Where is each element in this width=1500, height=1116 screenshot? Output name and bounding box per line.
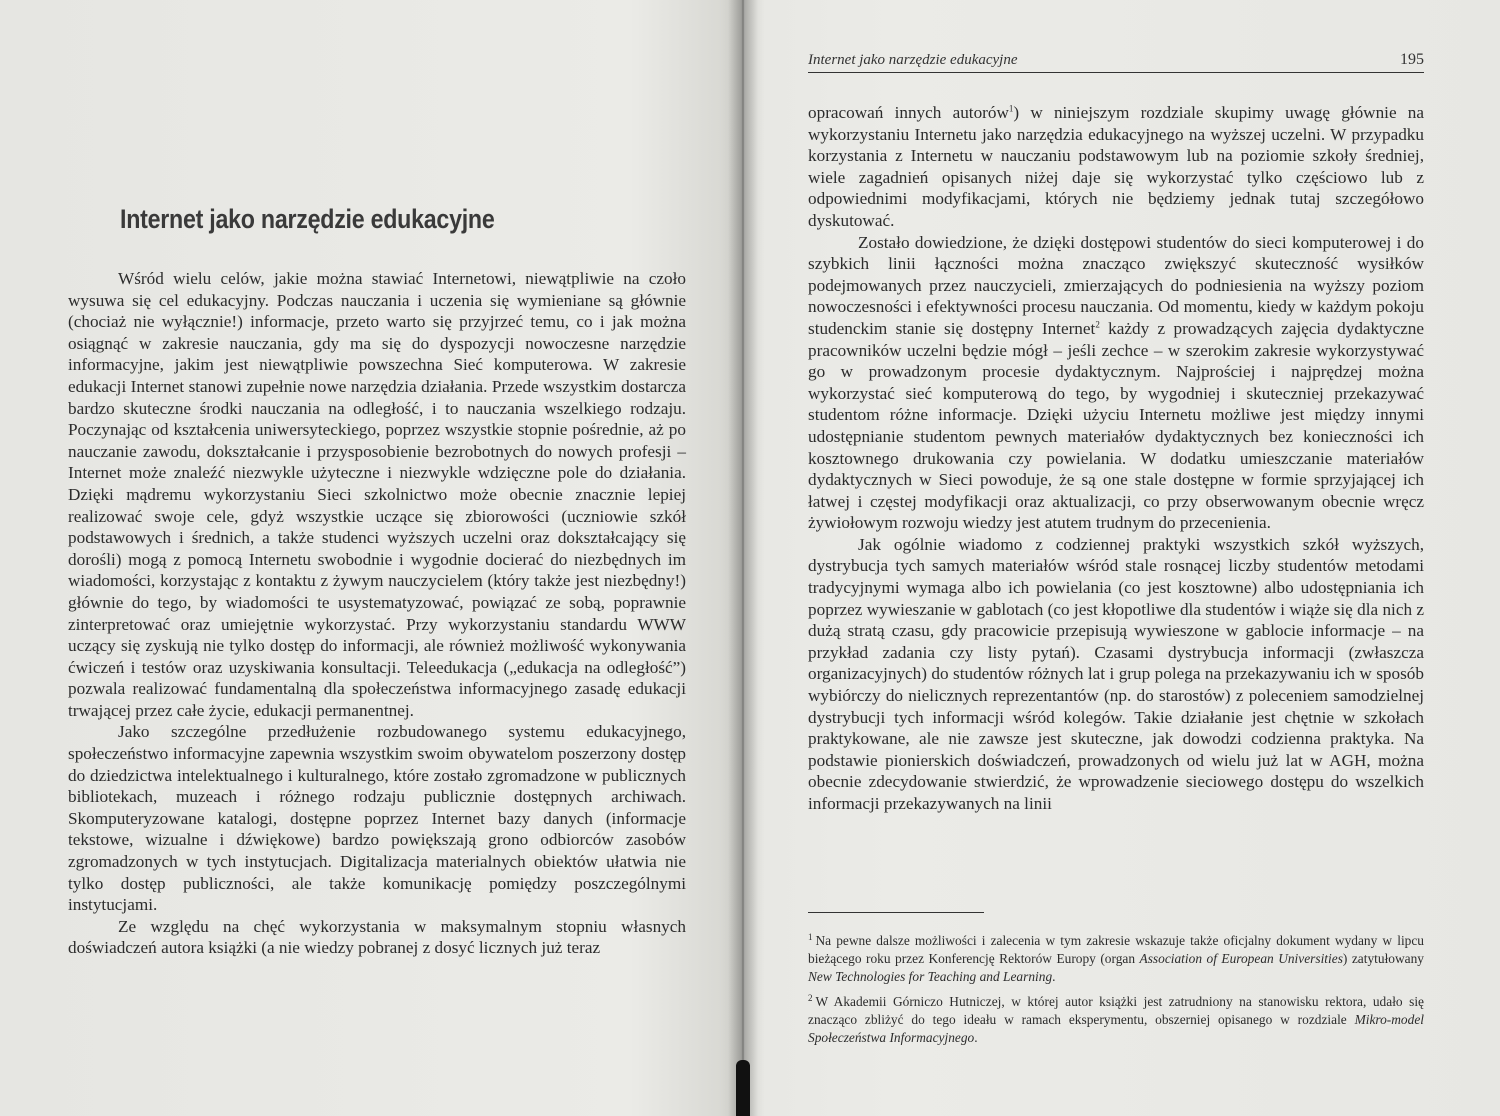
footnote-italic: Association of European Universities <box>1139 951 1343 966</box>
paragraph-text: ) w niniejszym rozdziale skupimy uwagę głównie na wykorzystaniu Internetu jako narzędzia edukacyjnego na wyższej uczelni. W przypadku korzystania z Internetu w nauczaniu podstawowym lub na poziomie szkoły średniej, wiele zagadnień opisanych niżej daje się wykorzystać tylko częściowo lub z odpowiednimi modyfikacjami, których nie będziemy jednak tutaj szczegółowo dyskutować. <box>808 103 1424 230</box>
footnote-separator <box>808 912 984 913</box>
paragraph-text: każdy z prowadzących zajęcia dydaktyczne pracowników uczelni będzie mógł – jeśli zechce – w szerokim zakresie wykorzystywać go w prowadzonym procesie dydaktycznym. Najprościej i najprędzej można wykorzystać sieć komputerową do tego, by wygodniej i skuteczniej przekazywać studentom różne informacje. Dzięki użyciu Internetu możliwe jest między innymi udostępnianie studentom pewnych materiałów dydaktycznych bez konieczności ich kosztownego drukowania czy powielania. W dodatku umieszczanie materiałów dydaktycznych w Sieci powoduje, że są one stale dostępne w formie sprzyjającej ich łatwej i częstej modyfikacji oraz aktualizacji, co przy obserwowanym obecnie wręcz żywiołowym rozwoju wiedzy jest atutem trudnym do przecenienia. <box>808 318 1424 533</box>
footnote-text: . <box>1052 969 1056 984</box>
running-head-title: Internet jako narzędzie edukacyjne <box>808 52 1018 68</box>
chapter-title: Internet jako narzędzie edukacyjne <box>120 204 495 234</box>
footnote-text: ) zatytułowany <box>1342 951 1424 966</box>
binding-shadow <box>736 1060 750 1116</box>
footnote-italic: Mikro-model Społeczeństwa Informacyjnego <box>808 1012 1424 1045</box>
paragraph <box>808 102 1424 232</box>
footnote-text: . <box>974 1030 978 1045</box>
paragraph <box>808 232 1424 534</box>
footnote-text: Na pewne dalsze możliwości i zalecenia w tym zakresie wskazuje także oficjalny dokument wydany w lipcu bieżącego roku przez Konferencję Rektorów Europy (organ <box>808 933 1424 966</box>
footnote-mark: 2 <box>808 993 813 1003</box>
paragraph: Jak ogólnie wiadomo z codziennej praktyki wszystkich szkół wyższych, dystrybucja tych samych materiałów wśród stale rosnącej liczby studentów metodami tradycyjnymi wymaga albo ich powielania (co jest kosztowne) albo udostępniania ich poprzez wywieszanie w gablotach (co jest kłopotliwe dla studentów i wiąże się dla nich z dużą stratą czasu, gdy pracowicie przepisują wywieszone w gablocie informacje – na przykład zadania czy listy pytań). Czasami dystrybucja informacji (zwłaszcza organizacyjnych) do studentów różnych lat i grup polega na przekazywaniu ich w sposób wybiórczy do nielicznych reprezentantów (np. do starostów) z poleceniem samodzielnej dystrybucji tych informacji wśród kolegów. Takie działanie jest chętnie w szkołach praktykowane, ale nie zawsze jest skuteczne, jak dowodzi codzienna praktyka. Na podstawie pionierskich doświadczeń, prowadzonych od wielu już lat w AGH, można obecnie zdecydowanie stwierdzić, że wprowadzenie sieciowego dostępu do wszelkich informacji przekazywanych na linii <box>808 534 1424 813</box>
footnotes <box>808 928 1424 1050</box>
footnote-2 <box>808 989 1424 1047</box>
page-number: 195 <box>1400 51 1424 68</box>
footnote-ref-2: 2 <box>1095 319 1100 330</box>
left-body-text <box>68 268 686 959</box>
footnote-italic: New Technologies for Teaching and Learning <box>808 969 1053 984</box>
running-head <box>808 50 1424 73</box>
footnote-1 <box>808 928 1424 986</box>
paragraph-text: Zostało dowiedzione, że dzięki dostępowi studentów do sieci komputerowej i do szybkich linii łączności można znacząco zwiększyć skuteczność wysiłków podejmowanych przez nauczycieli, zmierzających do podniesienia na wyższy poziom nowoczesności i efektywności procesu nauczania. Od momentu, kiedy w każdym pokoju studenckim stanie się dostępny Internet <box>808 232 1424 338</box>
paragraph: Ze względu na chęć wykorzystania w maksymalnym stopniu własnych doświadczeń autora książki (a nie wiedzy pobranej z dosyć licznych już teraz <box>68 916 686 958</box>
left-page <box>0 0 742 1116</box>
book-gutter <box>728 0 758 1116</box>
paragraph-text: opracowań innych autorów <box>808 103 1009 122</box>
paragraph: Wśród wielu celów, jakie można stawiać Internetowi, niewątpliwie na czoło wysuwa się cel edukacyjny. Podczas nauczania i uczenia się wymieniane są głównie (chociaż nie wyłącznie!) informacje, przeto warto się przyjrzeć temu, co i jak można osiągnąć w zakresie nauczania, gdy ma się do dyspozycji nowoczesne narzędzie informacyjne, jakim jest niewątpliwie powszechna Sieć komputerowa. W zakresie edukacji Internet stanowi zupełnie nowe narzędzia działania. Przede wszystkim dostarcza bardzo skuteczne środki nauczania na odległość, i to nauczania wszelkiego rodzaju. Poczynając od kształcenia uniwersyteckiego, poprzez wszystkie stopnie pośrednie, aż po nauczanie zawodu, dokształcanie i przysposobienie bezrobotnych do nowych profesji – Internet może znaleźć niezwykle użyteczne i niezwykle wdzięczne pole do działania. Dzięki mądremu wykorzystaniu Sieci szkolnictwo może obecnie znacznie lepiej realizować swoje cele, gdyż wszystkie uczące się zbiorowości (uczniowie szkół podstawowych i średnich, a także studenci wyższych uczelni oraz dokształcający się dorośli) mogą z pomocą Internetu swobodnie i wygodnie docierać do niezbędnych im wiadomości, korzystając z kontaktu z żywym nauczycielem (który także jest niezbędny!) głównie do tego, by wiadomości te usystematyzować, powiązać ze sobą, poprawnie zinterpretować oraz umiejętnie wykorzystać. Przy wykorzystaniu standardu WWW uczący się zyskują nie tylko dostęp do informacji, ale również możliwość wykonywania ćwiczeń i testów oraz uzyskiwania konsultacji. Teleedukacja („edukacja na odległość”) pozwala realizować fundamentalną dla społeczeństwa informacyjnego zasadę edukacji trwającej przez całe życie, edukacji permanentnej. <box>68 269 686 720</box>
footnote-mark: 1 <box>808 932 813 942</box>
paragraph: Jako szczególne przedłużenie rozbudowanego systemu edukacyjnego, społeczeństwo informacyjne zapewnia wszystkim swoim obywatelom poszerzony dostęp do dziedzictwa intelektualnego i kulturalnego, które zostało zgromadzone w publicznych bibliotekach, muzeach i różnego rodzaju publicznie dostępnych archiwach. Skomputeryzowane katalogi, dostępne poprzez Internet bazy danych (informacje tekstowe, wizualne i dźwiękowe) bardzo powiększają grono odbiorców zasobów zgromadzonych w tych instytucjach. Digitalizacja materialnych obiektów ułatwia nie tylko dostęp publiczności, ale także komunikację pomiędzy poszczególnymi instytucjami. <box>68 722 686 915</box>
right-body-text <box>808 102 1424 815</box>
footnote-text: W Akademii Górniczo Hutniczej, w której autor książki jest zatrudniony na stanowisku rektora, udało się znacząco zbliżyć do tego ideału w ramach eksperymentu, obszerniej opisanego w rozdziale <box>808 994 1424 1027</box>
footnote-ref-1: 1 <box>1008 103 1014 114</box>
